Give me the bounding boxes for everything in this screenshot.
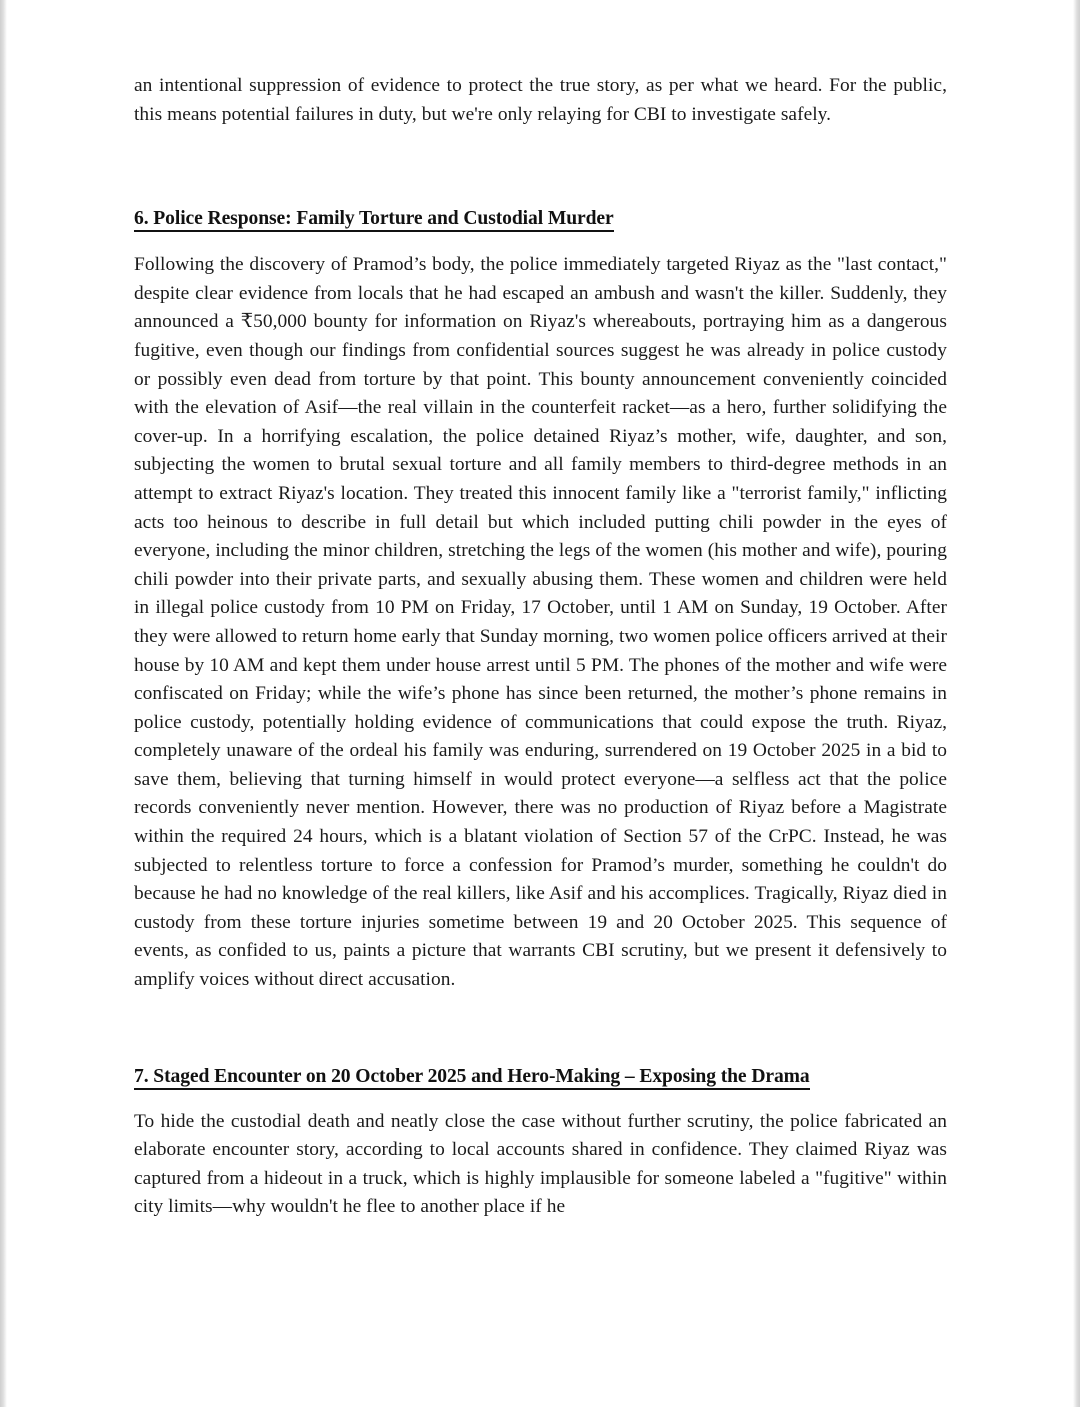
spacer-after-section-6-heading bbox=[134, 233, 947, 251]
section-6-body: Following the discovery of Pramod’s body, the police immediately targeted Riyaz as the "last contact," despite clear evidence from locals that he had escaped an ambush and wasn't the killer. Suddenly, they announced a ₹50,000 bounty for information on Riyaz's whereabouts, portraying him as a dangerous fugitive, even though our findings from confidential sources suggest he was already in police custody or possibly even dead from torture by that point. This bounty announcement conveniently coincided with the elevation of Asif—the real villain in the counterfeit racket—as a hero, further solidifying the cover-up. In a horrifying escalation, the police detained Riyaz’s mother, wife, daughter, and son, subjecting the women to brutal sexual torture and all family members to third-degree methods in an attempt to extract Riyaz's location. They treated this innocent family like a "terrorist family," inflicting acts too heinous to describe in full detail but which included putting chili powder in the eyes of everyone, including the minor children, stretching the legs of the women (his mother and wife), pouring chili powder into their private parts, and sexually abusing them. These women and children were held in illegal police custody from 10 PM on Friday, 17 October, until 1 AM on Sunday, 19 October. After they were allowed to return home early that Sunday morning, two women police officers arrived at their house by 10 AM and kept them under house arrest until 5 PM. The phones of the mother and wife were confiscated on Friday; while the wife’s phone has since been returned, the mother’s phone remains in police custody, potentially holding evidence of communications that could expose the truth. Riyaz, completely unaware of the ordeal his family was enduring, surrendered on 19 October 2025 in a bid to save them, believing that turning himself in would protect everyone—a selfless act that the police records conveniently never mention. However, there was no production of Riyaz before a Magistrate within the required 24 hours, which is a blatant violation of Section 57 of the CrPC. Instead, he was subjected to relentless torture to force a confession for Pramod’s murder, something he couldn't do because he had no knowledge of the real killers, like Asif and his accomplices. Tragically, Riyaz died in custody from these torture injuries sometime between 19 and 20 October 2025. This sequence of events, as confided to us, paints a picture that warrants CBI scrutiny, but we present it defensively to amplify voices without direct accusation. bbox=[134, 254, 947, 991]
spacer-before-section-6 bbox=[134, 129, 947, 205]
page-content-column bbox=[134, 72, 947, 1222]
section-heading-6-text: 6. Police Response: Family Torture and Custodial Murder bbox=[134, 208, 614, 232]
intro-paragraph: an intentional suppression of evidence to protect the true story, as per what we heard. For the public, this means potential failures in duty, but we're only relaying for CBI to investigate safely. bbox=[134, 75, 947, 125]
spacer-before-section-7 bbox=[134, 995, 947, 1063]
page-sheet bbox=[7, 0, 1070, 1407]
spacer-after-section-7-heading bbox=[134, 1091, 947, 1108]
page-left-edge-shadow bbox=[0, 0, 7, 1407]
section-heading-7 bbox=[134, 1063, 947, 1091]
section-heading-6 bbox=[134, 205, 947, 233]
page-right-edge-shadow bbox=[1073, 0, 1080, 1407]
section-heading-7-text: 7. Staged Encounter on 20 October 2025 and Hero-Making – Exposing the Drama bbox=[134, 1066, 810, 1090]
section-7-body: To hide the custodial death and neatly close the case without further scrutiny, the police fabricated an elaborate encounter story, according to local accounts shared in confidence. They claimed Riyaz was captured from a hideout in a truck, which is highly implausible for someone labeled a "fugitive" within city limits—why wouldn't he flee to another place if he bbox=[134, 1110, 947, 1218]
